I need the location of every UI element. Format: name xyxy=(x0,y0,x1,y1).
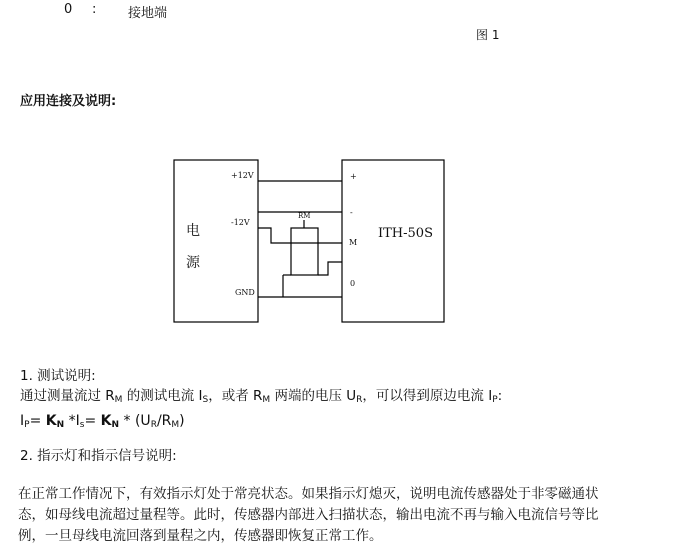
sensor-model: ITH-50S xyxy=(378,226,433,241)
pin-plus-label: + xyxy=(350,172,357,181)
indicator-body-line-1: 在正常工作情况下，有效指示灯处于常亮状态。如果指示灯熄灭，说明电流传感器处于非零磁通状 xyxy=(18,486,599,502)
indicator-body xyxy=(18,484,688,547)
pin-m-label: M xyxy=(349,238,358,247)
terminal-number: 0 xyxy=(64,2,73,17)
resistor-rm xyxy=(291,228,318,275)
power-char-1: 电 xyxy=(186,223,200,239)
terminal-description: 接地端 xyxy=(128,6,168,21)
section-title: 应用连接及说明: xyxy=(20,94,117,109)
power-char-2: 源 xyxy=(186,255,200,271)
terminal-colon: : xyxy=(92,2,97,17)
resistor-label: RM xyxy=(298,212,311,220)
resistor-lead-right xyxy=(318,262,342,275)
current-formula: $I_P= K_N$ $*I_s= K_N * (U_R/R_M)$ xyxy=(20,413,185,430)
indicator-heading: 2. 指示灯和指示信号说明: xyxy=(20,448,177,464)
test-heading: 1. 测试说明: xyxy=(20,368,96,384)
test-description: 通过测量流过 $R_M$ 的测试电流 $I_S$，或者 $R_M$ 两端的电压 $U_R$，可以得到原边电流 $I_P$: xyxy=(20,388,503,405)
indicator-body-line-2: 态，如母线电流超过量程等。此时，传感器内部进入扫描状态，输出电流不再与输入电流信号等比 xyxy=(18,507,599,523)
indicator-body-line-3: 例，一旦母线电流回落到量程之内，传感器即恢复正常工作。 xyxy=(18,528,383,544)
pin-minus12v-label: -12V xyxy=(231,218,250,227)
pin-gnd-label: GND xyxy=(235,288,255,297)
pin-zero-label: 0 xyxy=(350,279,356,288)
figure-caption: 图 1 xyxy=(476,28,500,42)
pin-plus12v-label: +12V xyxy=(231,171,254,180)
sensor-box xyxy=(342,160,444,322)
wire-m xyxy=(258,228,342,243)
pin-minus-label: - xyxy=(350,208,353,217)
power-supply-box xyxy=(174,160,258,322)
